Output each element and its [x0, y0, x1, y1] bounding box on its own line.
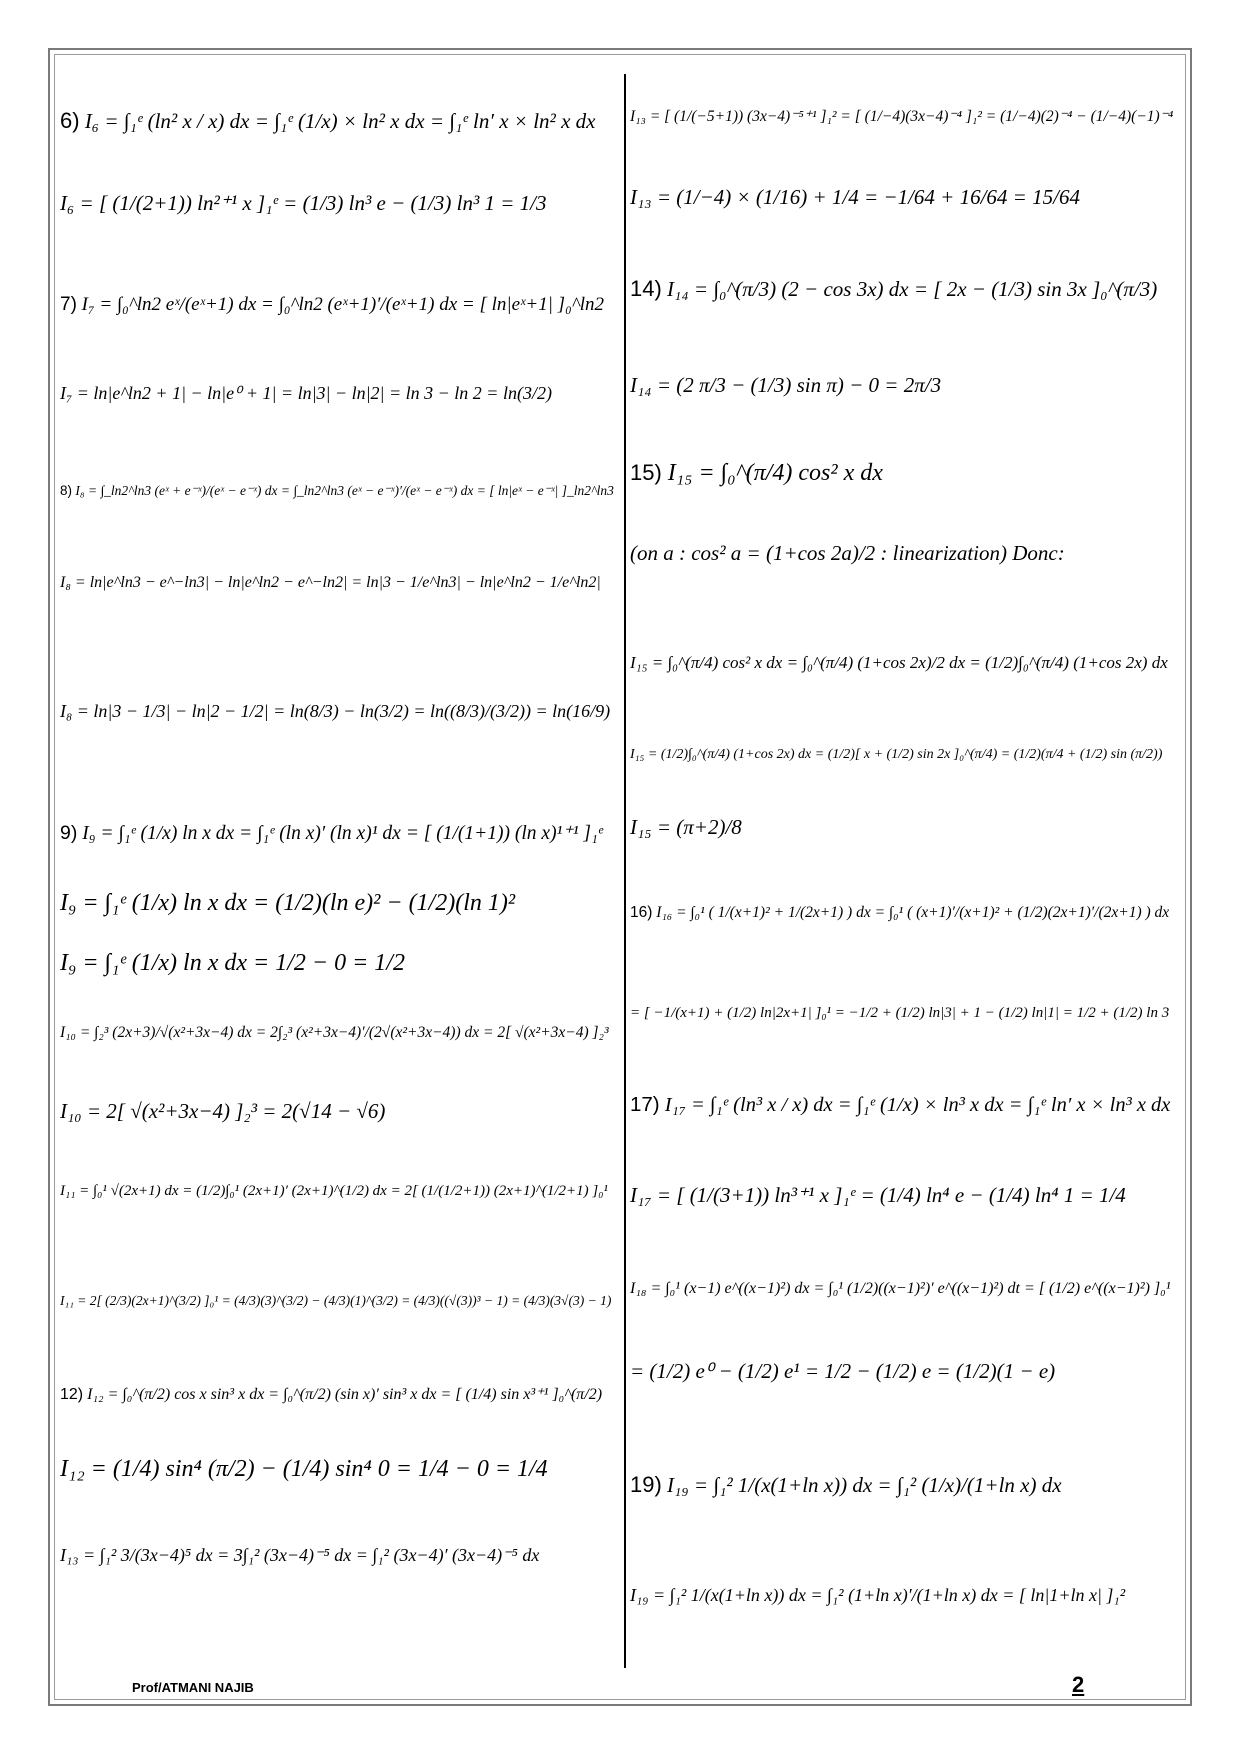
exercise-17-line-2: I₁₇ = [ (1/(3+1)) ln³⁺¹ x ]₁ᵉ = (1/4) ln⁴ e − (1/4) ln⁴ 1 = 1/4 [630, 1183, 1126, 1207]
exercise-8-line-2: I₈ = ln|e^ln3 − e^−ln3| − ln|e^ln2 − e^−ln2| = ln|3 − 1/e^ln3| − ln|e^ln2 − 1/e^ln2| [60, 574, 601, 591]
exercise-15-line-1: 15) I₁₅ = ∫₀^(π/4) cos² x dx [630, 460, 883, 486]
exercise-17-line-1: 17) I₁₇ = ∫₁ᵉ (ln³ x / x) dx = ∫₁ᵉ (1/x) × ln³ x dx = ∫₁ᵉ ln′ x × ln³ x dx [630, 1093, 1171, 1116]
exercise-9-line-1: 9) I₉ = ∫₁ᵉ (1/x) ln x dx = ∫₁ᵉ (ln x)′ (ln x)¹ dx = [ (1/(1+1)) (ln x)¹⁺¹ ]₁ᵉ [60, 822, 603, 844]
exercise-13-line-2: I₁₃ = [ (1/(−5+1)) (3x−4)⁻⁵⁺¹ ]₁² = [ (1/−4)(3x−4)⁻⁴ ]₁² = (1/−4)(2)⁻⁴ − (1/−4)(−1)⁻⁴ [630, 108, 1174, 125]
exercise-19-line-2: I₁₉ = ∫₁² 1/(x(1+ln x)) dx = ∫₁² (1+ln x)′/(1+ln x) dx = [ ln|1+ln x| ]₁² [630, 1585, 1126, 1605]
exercise-11-line-1: I₁₁ = ∫₀¹ √(2x+1) dx = (1/2)∫₀¹ (2x+1)′ (2x+1)^(1/2) dx = 2[ (1/(1/2+1)) (2x+1)^(1/2+1) ]₀¹ [60, 1183, 608, 1199]
column-divider [624, 74, 626, 1668]
exercise-6-line-2: I₆ = [ (1/(2+1)) ln²⁺¹ x ]₁ᵉ = (1/3) ln³ e − (1/3) ln³ 1 = 1/3 [60, 191, 547, 215]
exercise-9-line-2: I₉ = ∫₁ᵉ (1/x) ln x dx = (1/2)(ln e)² − (1/2)(ln 1)² [60, 890, 516, 916]
page-number: 2 [1072, 1672, 1085, 1697]
exercise-10-line-1: I₁₀ = ∫₂³ (2x+3)/√(x²+3x−4) dx = 2∫₂³ (x²+3x−4)′/(2√(x²+3x−4)) dx = 2[ √(x²+3x−4) ]₂³ [60, 1024, 609, 1041]
exercise-9-line-3: I₉ = ∫₁ᵉ (1/x) ln x dx = 1/2 − 0 = 1/2 [60, 950, 405, 976]
exercise-16-line-2: = [ −1/(x+1) + (1/2) ln|2x+1| ]₀¹ = −1/2 + (1/2) ln|3| + 1 − (1/2) ln|1| = 1/2 + (1/2) ln 3 [630, 1005, 1170, 1021]
exercise-13-line-3: I₁₃ = (1/−4) × (1/16) + 1/4 = −1/64 + 16/64 = 15/64 [630, 185, 1080, 209]
exercise-8-line-1: 8) I₈ = ∫_ln2^ln3 (eˣ + e⁻ˣ)/(eˣ − e⁻ˣ) dx = ∫_ln2^ln3 (eˣ − e⁻ˣ)′/(eˣ − e⁻ˣ) dx = [ ln|eˣ − e⁻ˣ| ]_ln2^ln3 [60, 483, 614, 498]
exercise-6-line-1: 6) I₆ = ∫₁ᵉ (ln² x / x) dx = ∫₁ᵉ (1/x) × ln² x dx = ∫₁ᵉ ln′ x × ln² x dx [60, 108, 596, 133]
exercise-7-line-1: 7) I₇ = ∫₀^ln2 eˣ/(eˣ+1) dx = ∫₀^ln2 (eˣ+1)′/(eˣ+1) dx = [ ln|eˣ+1| ]₀^ln2 [60, 294, 604, 315]
exercise-16-line-1: 16) I₁₆ = ∫₀¹ ( 1/(x+1)² + 1/(2x+1) ) dx = ∫₀¹ ( (x+1)′/(x+1)² + (1/2)(2x+1)′/(2x+1) ) dx [630, 904, 1170, 921]
exercise-10-line-2: I₁₀ = 2[ √(x²+3x−4) ]₂³ = 2(√14 − √6) [60, 1099, 386, 1123]
exercise-13-line-1: I₁₃ = ∫₁² 3/(3x−4)⁵ dx = 3∫₁² (3x−4)⁻⁵ dx = ∫₁² (3x−4)′ (3x−4)⁻⁵ dx [60, 1545, 540, 1565]
exercise-14-line-1: 14) I₁₄ = ∫₀^(π/3) (2 − cos 3x) dx = [ 2x − (1/3) sin 3x ]₀^(π/3) [630, 276, 1158, 301]
exercise-18-line-1: I₁₈ = ∫₀¹ (x−1) e^((x−1)²) dx = ∫₀¹ (1/2)((x−1)²)′ e^((x−1)²) dt = [ (1/2) e^((x−1)²) ]₀¹ [630, 1280, 1171, 1297]
exercise-12-line-2: I₁₂ = (1/4) sin⁴ (π/2) − (1/4) sin⁴ 0 = 1/4 − 0 = 1/4 [60, 1456, 548, 1482]
exercise-15-line-3: I₁₅ = (1/2)∫₀^(π/4) (1+cos 2x) dx = (1/2)[ x + (1/2) sin 2x ]₀^(π/4) = (1/2)(π/4 + (1/2) sin (π/2)) [630, 747, 1163, 762]
exercise-8-line-3: I₈ = ln|3 − 1/3| − ln|2 − 1/2| = ln(8/3) − ln(3/2) = ln((8/3)/(3/2)) = ln(16/9) [60, 701, 611, 721]
exercise-15-line-2: I₁₅ = ∫₀^(π/4) cos² x dx = ∫₀^(π/4) (1+cos 2x)/2 dx = (1/2)∫₀^(π/4) (1+cos 2x) dx [630, 653, 1168, 672]
exercise-18-line-2: = (1/2) e⁰ − (1/2) e¹ = 1/2 − (1/2) e = (1/2)(1 − e) [630, 1359, 1056, 1383]
exercise-19-line-1: 19) I₁₉ = ∫₁² 1/(x(1+ln x)) dx = ∫₁² (1/x)/(1+ln x) dx [630, 1472, 1062, 1497]
exercise-15-line-4: I₁₅ = (π+2)/8 [630, 815, 742, 839]
exercise-14-line-2: I₁₄ = (2 π/3 − (1/3) sin π) − 0 = 2π/3 [630, 373, 942, 397]
footer-author: Prof/ATMANI NAJIB [132, 1680, 254, 1695]
exercise-11-line-2: I₁₁ = 2[ (2/3)(2x+1)^(3/2) ]₀¹ = (4/3)(3)^(3/2) − (4/3)(1)^(3/2) = (4/3)((√(3))³ − 1) = (4/3)(3√(3) − 1) [60, 1293, 612, 1308]
exercise-7-line-2: I₇ = ln|e^ln2 + 1| − ln|e⁰ + 1| = ln|3| − ln|2| = ln 3 − ln 2 = ln(3/2) [60, 383, 552, 403]
exercise-12-line-1: 12) I₁₂ = ∫₀^(π/2) cos x sin³ x dx = ∫₀^(π/2) (sin x)′ sin³ x dx = [ (1/4) sin x³⁺¹ ]₀^(π/2) [60, 1386, 603, 1403]
linearization-note: (on a : cos² a = (1+cos 2a)/2 : linearization) Donc: [630, 541, 1065, 565]
